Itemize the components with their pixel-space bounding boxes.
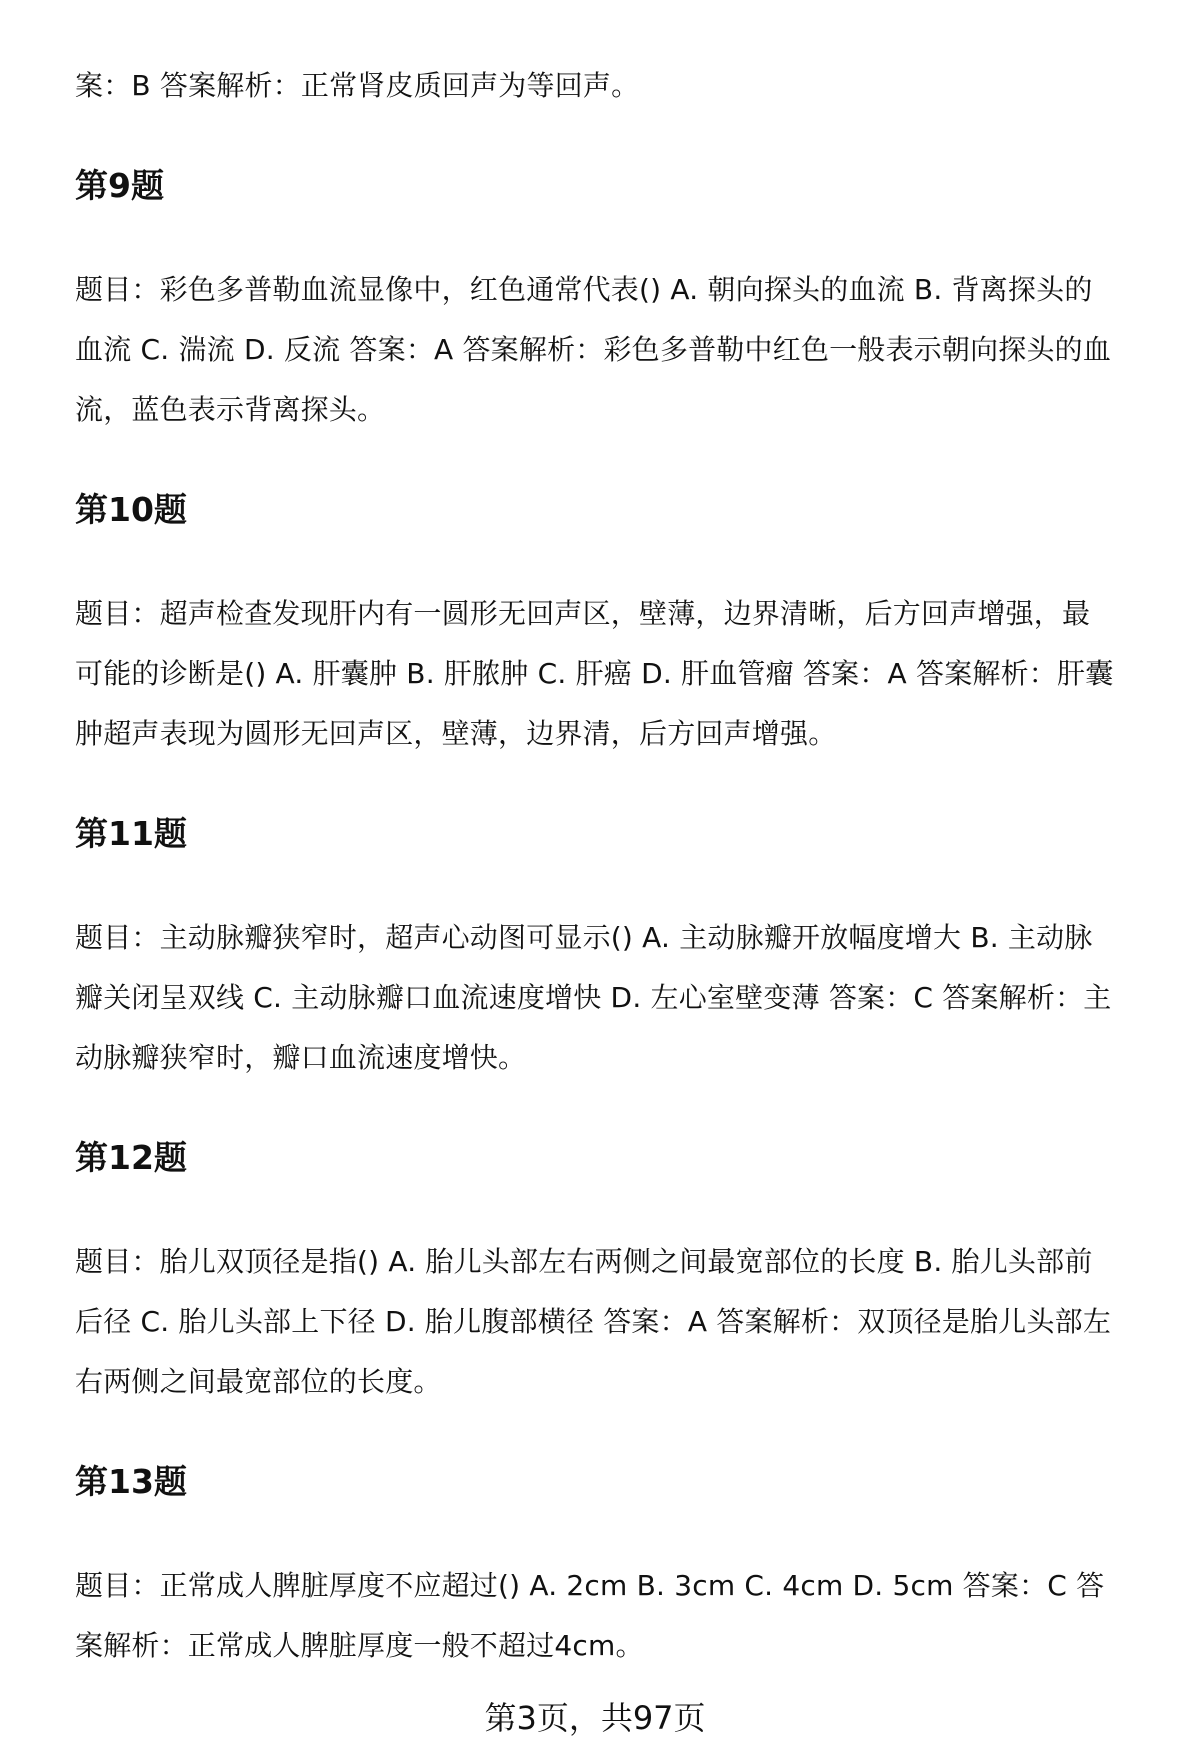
question-block [75,1460,1115,1676]
question-title: 第13题 [75,1462,187,1501]
question-block [75,488,1115,764]
question-title: 第9题 [75,166,164,205]
question-block [75,812,1115,1088]
question-block [75,1136,1115,1412]
continuation-paragraph: 案：B 答案解析：正常肾皮质回声为等回声。 [75,69,640,102]
question-block [75,164,1115,440]
question-title: 第12题 [75,1138,187,1177]
page-number-footer: 第3页，共97页 [484,1699,706,1737]
question-body: 题目：胎儿双顶径是指() A. 胎儿头部左右两侧之间最宽部位的长度 B. 胎儿头部前后径 C. 胎儿头部上下径 D. 胎儿腹部横径 答案：A 答案解析：双顶径是胎儿头部左右两侧之间最宽部位的长度。 [75,1245,1112,1398]
question-body: 题目：主动脉瓣狭窄时，超声心动图可显示() A. 主动脉瓣开放幅度增大 B. 主动脉瓣关闭呈双线 C. 主动脉瓣口血流速度增快 D. 左心室壁变薄 答案：C 答案解析：主动脉瓣狭窄时，瓣口血流速度增快。 [75,921,1112,1074]
question-body: 题目：超声检查发现肝内有一圆形无回声区，壁薄，边界清晰，后方回声增强，最可能的诊断是() A. 肝囊肿 B. 肝脓肿 C. 肝癌 D. 肝血管瘤 答案：A 答案解析：肝囊肿超声表现为圆形无回声区，壁薄，边界清，后方回声增强。 [75,597,1114,750]
page-content [75,56,1115,1724]
question-body: 题目：彩色多普勒血流显像中，红色通常代表() A. 朝向探头的血流 B. 背离探头的血流 C. 湍流 D. 反流 答案：A 答案解析：彩色多普勒中红色一般表示朝向探头的血流，蓝色表示背离探头。 [75,273,1112,426]
question-title: 第11题 [75,814,187,853]
question-title: 第10题 [75,490,187,529]
question-body: 题目：正常成人脾脏厚度不应超过() A. 2cm B. 3cm C. 4cm D. 5cm 答案：C 答案解析：正常成人脾脏厚度一般不超过4cm。 [75,1569,1105,1662]
